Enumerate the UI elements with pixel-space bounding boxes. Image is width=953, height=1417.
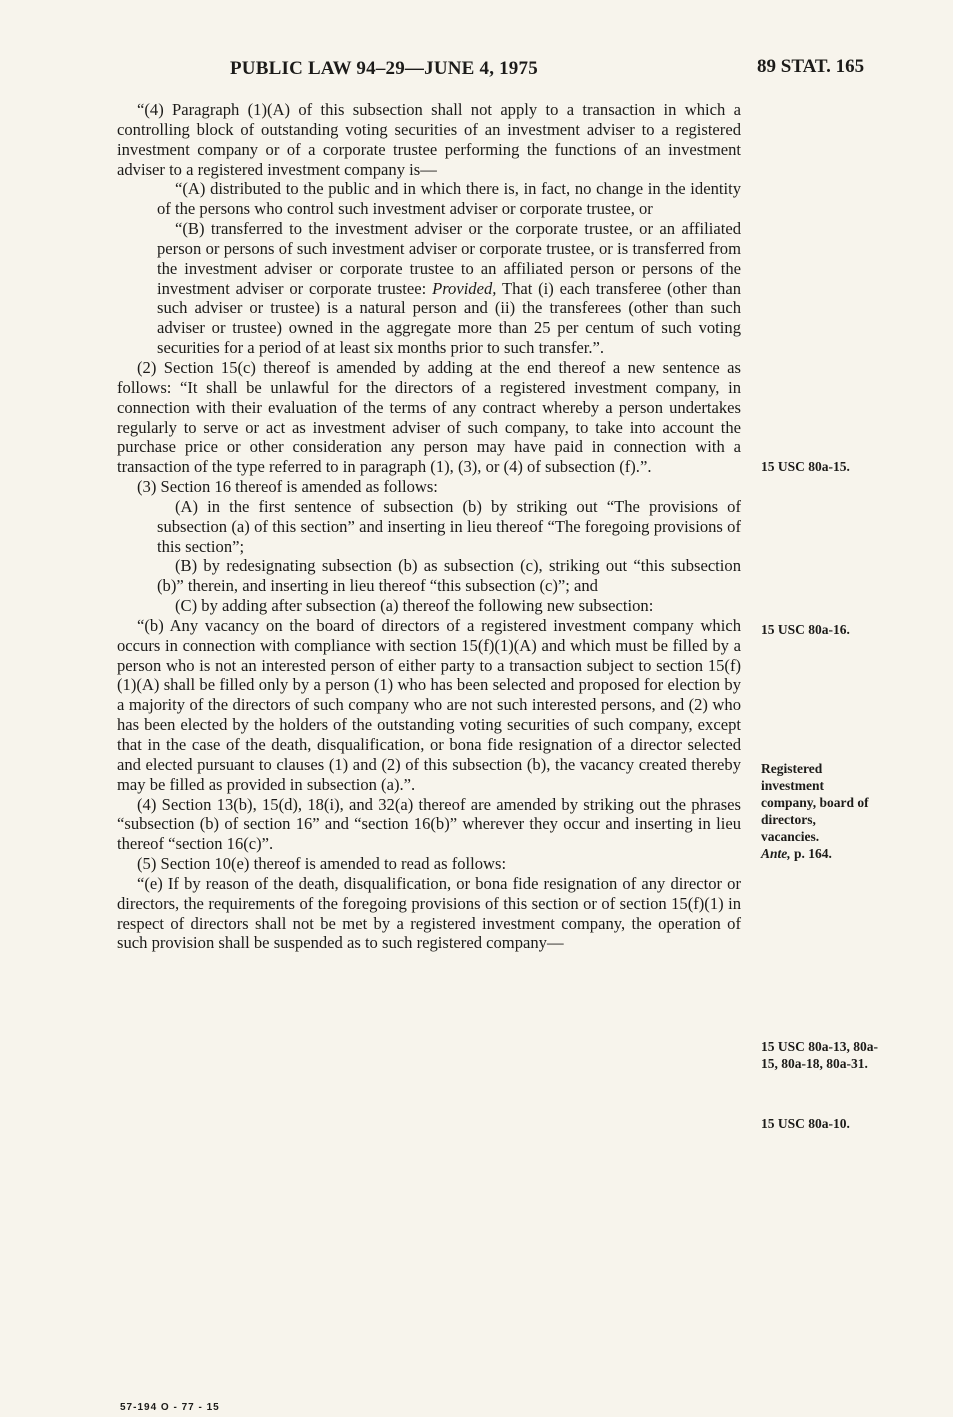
- page-header-title: PUBLIC LAW 94–29—JUNE 4, 1975: [230, 58, 538, 79]
- amendment-3: (3) Section 16 thereof is amended as follows:: [137, 477, 438, 497]
- amendment-5: (5) Section 10(e) thereof is amended to read as follows:: [137, 854, 507, 874]
- printer-footer: 57-194 O - 77 - 15: [120, 1402, 220, 1413]
- margin-note-80a-16: 15 USC 80a-16.: [761, 622, 850, 637]
- amendment-3-b: (B) by redesignating subsection (b) as subsection (c), striking out “this subsection (b)” therein, and inserting in lieu thereof “this subsection (c)”; and: [157, 556, 741, 596]
- clause-b-text: “(B) transferred to the investment adviser or the corporate trustee, or an affiliated person or persons of such investment adviser or corporate trustee, or is transferred from the investment adviser or corporate trustee to an affiliated person or persons of the investment adviser or corporate trustee:: [157, 219, 741, 298]
- proviso-word: Provided,: [432, 278, 497, 298]
- margin-note-vacancies: [761, 760, 873, 862]
- amendment-2: (2) Section 15(c) thereof is amended by adding at the end thereof a new sentence as follows: “It shall be unlawful for the directors of a registered investment company, in connection with their evaluation of the terms of any contract whereby a person undertakes regularly to serve or act as investment adviser of such company, to take into account the purchase price or other consideration any person may have paid in connection with a transaction of the type referred to in paragraph (1), (3), or (4) of subsection (f).”.: [117, 357, 741, 477]
- margin-note-80a-15: 15 USC 80a-15.: [761, 459, 850, 474]
- margin-note-80a-13: 15 USC 80a-13, 80a-15, 80a-18, 80a-31.: [761, 1039, 878, 1071]
- margin-note-ante-word: Ante,: [761, 846, 791, 861]
- amendment-4: (4) Section 13(b), 15(d), 18(i), and 32(a) thereof are amended by striking out the phrases “subsection (b) of section 16” and “section 16(b)” wherever they occur and inserting in lieu thereof “section 16(c)”.: [117, 794, 741, 854]
- margin-note-80a-10: 15 USC 80a-10.: [761, 1116, 850, 1131]
- new-subsection-b: “(b) Any vacancy on the board of directors of a registered investment company which occurs in connection with compliance with section 15(f)(1)(A) and which must be filled by a person who is not an interested person of either party to a transaction subject to section 15(f)(1)(A) shall be filled only by a person (1) who has been selected and proposed for election by a majority of the directors of such company who are not such interested persons, and (2) who has been elected by the holders of the outstanding voting securities of such company, except that in the case of the death, disqualification, or bona fide resignation of a director selected and elected pursuant to clauses (1) and (2) of this subsection (b), the vacancy created thereby may be filled as provided in subsection (a).”.: [117, 615, 741, 794]
- clause-b: [117, 219, 741, 358]
- clause-b-proviso: That (i) each transferee (other than such adviser or trustee) is a natural person and (ii) the transferees (other than such adviser or trustee) owned in the aggregate more than 25 per centum of such voting securities for a period of at least six months prior to such transfer.”.: [157, 278, 741, 358]
- margin-note-vacancies-text: Registered investment company, board of directors, vacancies.: [761, 761, 869, 844]
- margin-note-ante: [761, 845, 873, 862]
- body-text: [117, 100, 741, 953]
- margin-note-page: p. 164.: [794, 846, 832, 861]
- amendment-3-a: (A) in the first sentence of subsection (b) by striking out “The provisions of subsection (a) of this section” and inserting in lieu thereof “The foregoing provisions of this section”;: [157, 496, 741, 556]
- amendment-3-c: (C) by adding after subsection (a) thereof the following new subsection:: [175, 596, 654, 616]
- new-subsection-e: “(e) If by reason of the death, disqualification, or bona fide resignation of any director or directors, the requirements of the foregoing provisions of this section or of section 15(f)(1) in respect of directors shall not be met by a registered investment company, the operation of such provision shall be suspended as to such registered company—: [117, 873, 741, 953]
- paragraph-4: “(4) Paragraph (1)(A) of this subsection shall not apply to a transaction in which a controlling block of outstanding voting securities of an investment adviser to a registered investment company or of a corporate trustee performing the functions of an investment adviser to a registered investment company is—: [117, 100, 741, 179]
- stat-citation: 89 STAT. 165: [757, 56, 865, 77]
- clause-a: “(A) distributed to the public and in which there is, in fact, no change in the identity of the persons who control such investment adviser or corporate trustee, or: [157, 179, 741, 219]
